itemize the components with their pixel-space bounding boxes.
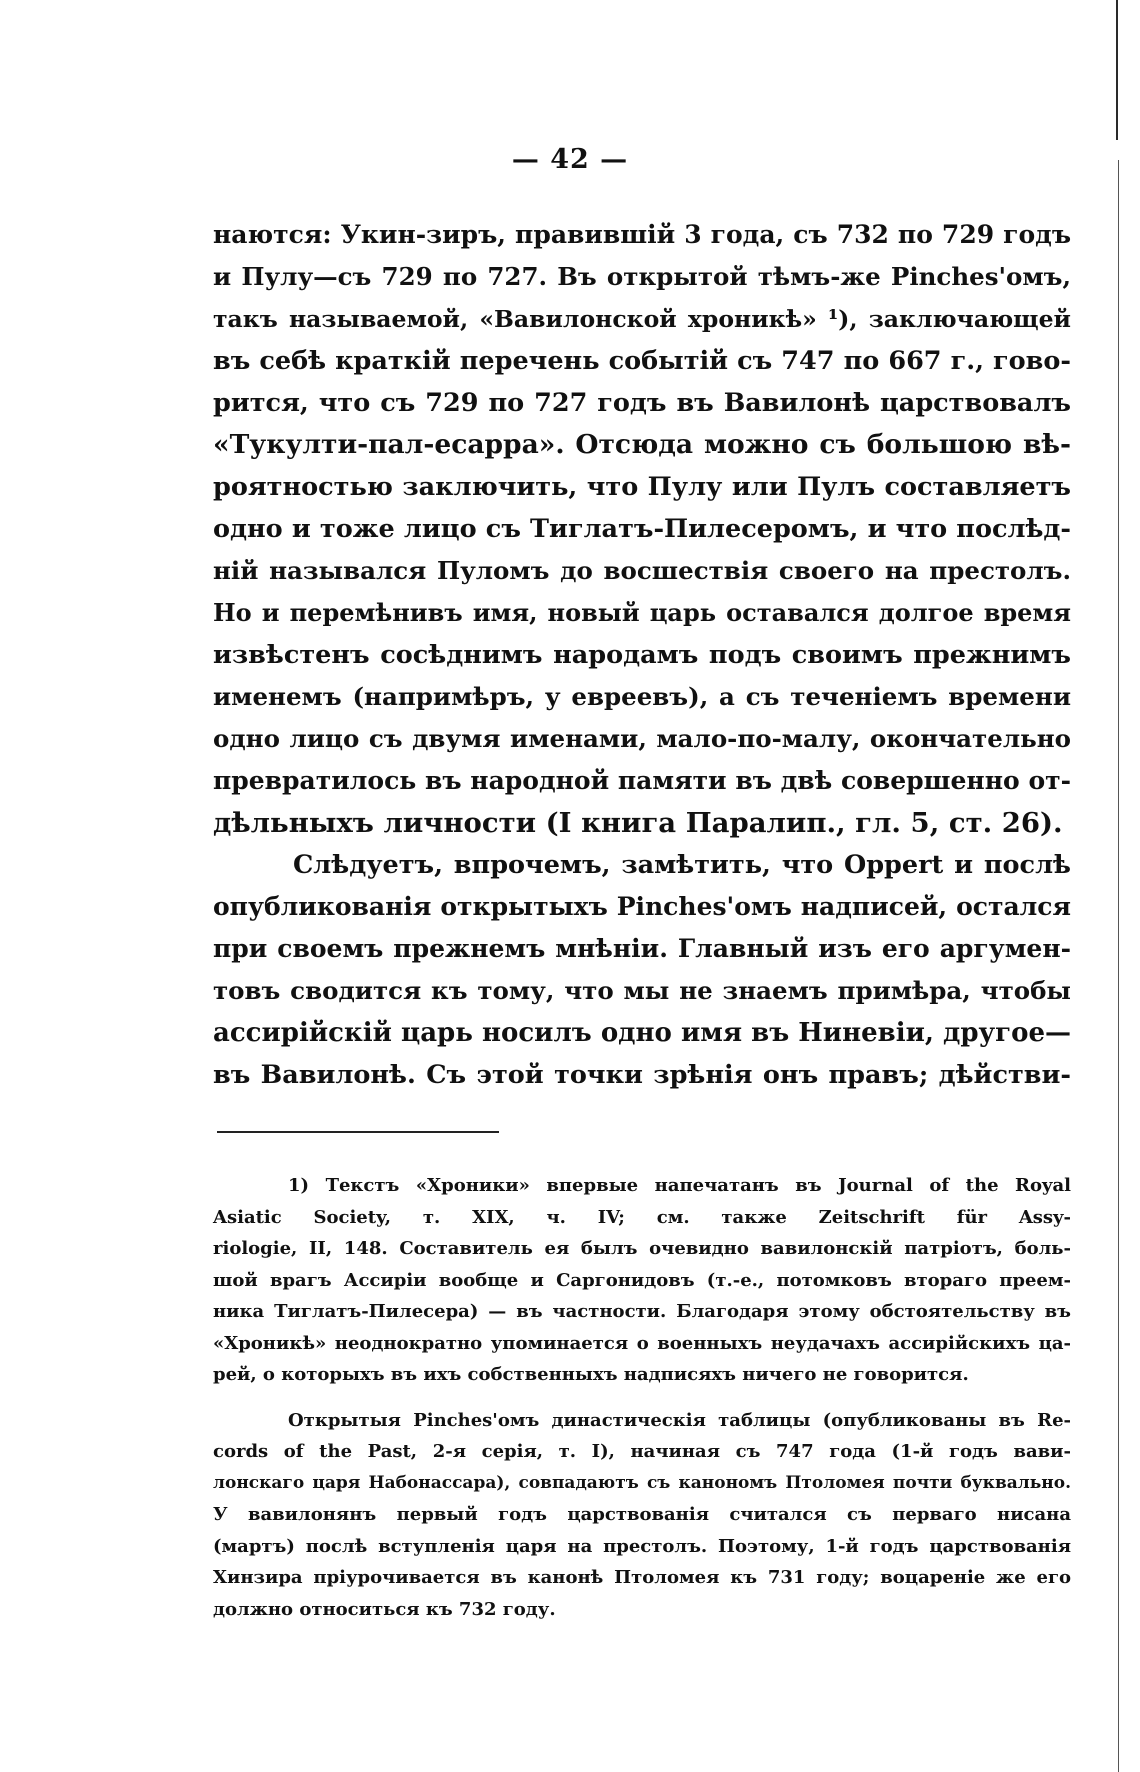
- footnote-separator: [217, 1131, 499, 1133]
- text-line: одно и тоже лицо съ Тиглатъ-Пилесеромъ, и что послѣд-: [213, 514, 1071, 544]
- text-line: въ Вавилонѣ. Съ этой точки зрѣнія онъ правъ; дѣйстви-: [213, 1060, 1071, 1090]
- footnote-line: 1) Текстъ «Хроники» впервые напечатанъ въ Journal of the Royal: [288, 1175, 1071, 1196]
- footnote-line: «Хроникѣ» неоднократно упоминается о военныхъ неудачахъ ассирійскихъ ца-: [213, 1332, 1071, 1354]
- footnote-line: Открытыя Pinches'омъ династическія таблицы (опубликованы въ Re-: [288, 1409, 1071, 1431]
- footnote-line: должно относиться къ 732 году.: [213, 1598, 556, 1620]
- text-line: ній назывался Пуломъ до восшествія своего на престолъ.: [213, 556, 1071, 585]
- text-line: ассирійскій царь носилъ одно имя въ Ниневіи, другое—: [213, 1018, 1071, 1048]
- text-line: опубликованія открытыхъ Pinches'омъ надписей, остался: [213, 892, 1071, 921]
- text-line: и Пулу—съ 729 по 727. Въ открытой тѣмъ-же Pinches'омъ,: [213, 262, 1071, 291]
- text-line: «Тукулти-пал-есарра». Отсюда можно съ большою вѣ-: [213, 429, 1071, 460]
- text-line: въ себѣ краткій перечень событій съ 747 по 667 г., гово-: [213, 346, 1071, 376]
- text-line: роятностью заключить, что Пулу или Пулъ составляетъ: [213, 472, 1071, 502]
- text-line: Слѣдуетъ, впрочемъ, замѣтить, что Oppert и послѣ: [293, 850, 1071, 880]
- footnote-line: шой врагъ Ассиріи вообще и Саргонидовъ (т.-е., потомковъ втораго преем-: [213, 1269, 1071, 1291]
- footnotes: [213, 1170, 1071, 1625]
- footnote-line: Asiatic Society, т. XIX, ч. IV; см. также Zeitschrift für Assy-: [213, 1206, 1071, 1228]
- footnote-line: ника Тиглатъ-Пилесера) — въ частности. Благодаря этому обстоятельству въ: [213, 1301, 1071, 1322]
- footnote-line: У вавилонянъ первый годъ царствованія считался съ перваго нисана: [213, 1504, 1071, 1525]
- text-line: именемъ (напримѣръ, у евреевъ), а съ теченіемъ времени: [213, 682, 1071, 711]
- footnote-line: cords of the Past, 2-я серія, т. I), начиная съ 747 года (1-й годъ вави-: [213, 1441, 1071, 1462]
- footnote-line: лонскаго царя Набонассара), совпадаютъ съ канономъ Птоломея почти буквально.: [213, 1472, 1071, 1493]
- text-line: извѣстенъ сосѣднимъ народамъ подъ своимъ прежнимъ: [213, 640, 1071, 670]
- text-line: такъ называемой, «Вавилонской хроникѣ» ¹), заключающей: [213, 305, 1071, 333]
- text-line: Но и перемѣнивъ имя, новый царь оставался долгое время: [213, 598, 1071, 627]
- footnote-line: riologie, II, 148. Составитель ея былъ очевидно вавилонскій патріотъ, боль-: [213, 1238, 1071, 1259]
- footnote-line: рей, о которыхъ въ ихъ собственныхъ надписяхъ ничего не говорится.: [213, 1364, 969, 1385]
- text-line: при своемъ прежнемъ мнѣніи. Главный изъ его аргумен-: [213, 934, 1071, 963]
- footnote-line: Хинзира пріурочивается въ канонѣ Птоломея къ 731 году; воцареніе же его: [213, 1567, 1071, 1588]
- text-line: наются: Укин-зиръ, правившій 3 года, съ 732 по 729 годъ: [213, 220, 1071, 249]
- text-line: дѣльныхъ личности (I книга Паралип., гл. 5, ст. 26).: [213, 807, 1063, 839]
- text-line: одно лицо съ двумя именами, мало-по-малу, окончательно: [213, 724, 1071, 753]
- text-line: рится, что съ 729 по 727 годъ въ Вавилонѣ царствовалъ: [213, 388, 1071, 418]
- main-text: [213, 214, 1071, 1096]
- footnote-line: (мартъ) послѣ вступленія царя на престолъ. Поэтому, 1-й годъ царствованія: [213, 1535, 1071, 1557]
- text-line: превратилось въ народной памяти въ двѣ совершенно от-: [213, 766, 1071, 795]
- text-line: товъ сводится къ тому, что мы не знаемъ примѣра, чтобы: [213, 976, 1071, 1005]
- page-number: — 42 —: [511, 144, 629, 175]
